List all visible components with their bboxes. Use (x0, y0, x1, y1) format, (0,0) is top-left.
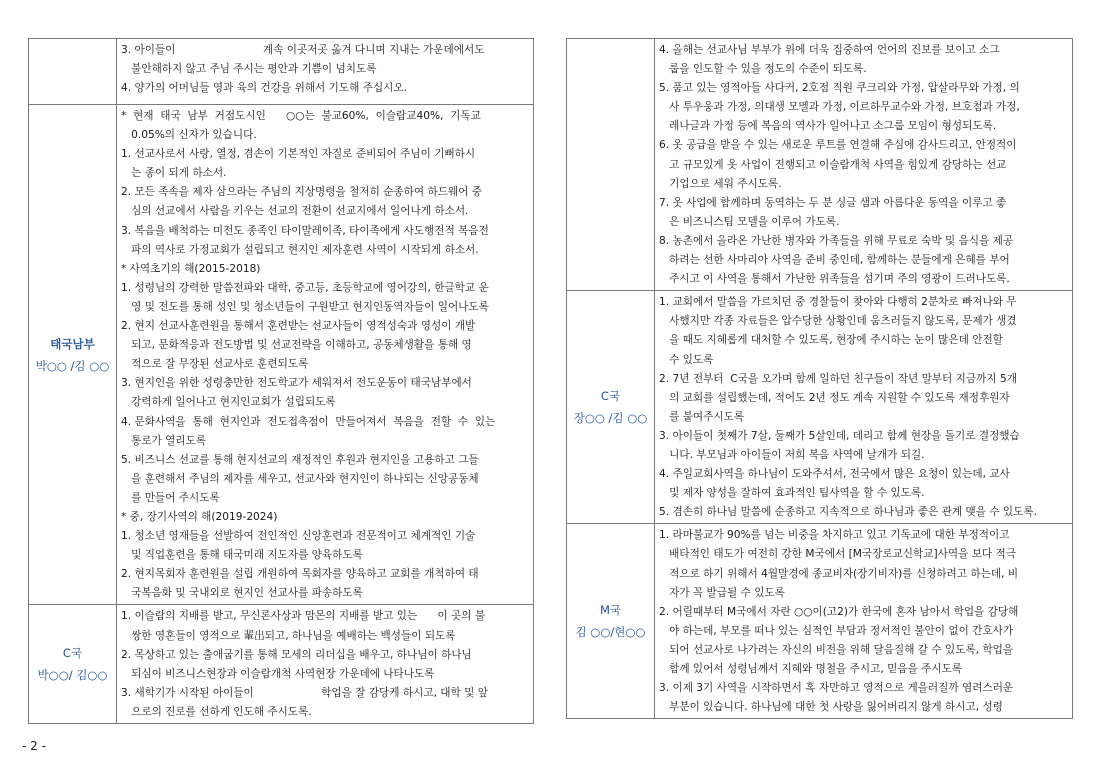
prayer-line: 3. 새학기가 시작된 아이들이 학업을 잘 감당케 하시고, 대학 및 앞 (121, 686, 488, 699)
prayer-line: 0.05%의 신자가 있습니다. (121, 129, 257, 142)
left-prayer-table (28, 38, 534, 724)
prayer-line: 배타적인 태도가 여전히 강한 M국에서 [M국장로교신학교]사역을 보다 적극 (659, 548, 1016, 561)
prayer-line: 사했지만 각종 자료들은 압수당한 상황인데 움츠러들지 않도록, 문제가 생겼 (659, 315, 1017, 328)
region-label-cell (567, 291, 655, 524)
prayer-line: 고 규모있게 옷 사업이 진행되고 이슬람개척 사역을 힘있게 감당하는 선교 (659, 158, 1007, 171)
missionary-names: 김 ○○/현○○ (575, 625, 646, 640)
prayer-content-cell (655, 524, 1073, 719)
table-row (29, 605, 534, 724)
prayer-line: 적으로 잘 무장된 선교사로 훈련되도록 (121, 358, 309, 371)
prayer-line: 3. 아이들이 첫째가 7살, 둘째가 5살인데, 데리고 함께 현장을 돌기로 결정했습 (659, 429, 1020, 442)
prayer-line: 1. 교회에서 말씀을 가르치던 중 경찰들이 찾아와 다행히 2분차로 빠져나와 무 (659, 296, 1017, 309)
prayer-content-cell (655, 39, 1073, 291)
prayer-line: 파의 역사로 가정교회가 설립되고 현지인 제자훈련 사역이 시작되게 하소서. (121, 243, 479, 256)
prayer-line: 되심이 비즈니스현장과 이슬람개척 사역현장 가운데에 나타나도록 (121, 667, 435, 680)
prayer-content-cell (117, 605, 534, 724)
prayer-line: 를 만들어 주시도록 (121, 491, 220, 504)
prayer-line: 영 및 전도를 통해 성인 및 청소년들이 구원받고 현지인동역자들이 일어나도록 (121, 300, 489, 313)
prayer-line: 4. 양가의 어머님들 영과 육의 건강을 위해서 기도해 주십시오. (121, 82, 408, 95)
region-name: C국 (62, 646, 83, 661)
prayer-line: 은 비즈니스팀 모델을 이루어 가도록. (659, 215, 840, 228)
page-number: - 2 - (22, 739, 46, 753)
region-label-cell (567, 39, 655, 291)
prayer-line: 2. 목상하고 있는 출애굽기를 통해 모세의 리더십을 배우고, 하나님이 하나님 (121, 648, 472, 661)
prayer-line: 수 있도록 (659, 353, 714, 366)
prayer-line: * 현재 태국 남부 거점도시인 ○○는 불교60%, 이슬람교40%, 기독교 (121, 110, 481, 122)
section-heading: * 중, 장기사역의 해(2019-2024) (121, 510, 278, 523)
region-label-cell (567, 524, 655, 719)
right-prayer-table (566, 38, 1073, 719)
prayer-line: 되어 선교사로 나가려는 자신의 비전을 위해 달음질해 갈 수 있도록, 학업을 (659, 643, 1014, 656)
prayer-line: 사 투우웅과 가정, 의대생 모멜과 가정, 이르하무교수와 가정, 브호첨과 가정, (659, 101, 1020, 114)
prayer-line: 3. 현지인을 위한 성령충만한 전도학교가 세워져서 전도운동이 태국남부에서 (121, 377, 472, 390)
prayer-line: 적으로 하기 위해서 4월말경에 종교비자(장기비자)를 신청하려고 하는데, 비 (659, 567, 1019, 580)
table-row (29, 105, 534, 605)
region-label-cell (29, 105, 117, 605)
prayer-line: 2. 7년 전부터 C국을 오가며 함께 일하던 친구들이 작년 말부터 지금까지 5개 (659, 372, 1017, 385)
prayer-line: 를 붙여주시도록 (659, 410, 745, 423)
section-heading: * 사역초기의 해(2015-2018) (121, 262, 261, 275)
prayer-line: 강력하게 일어나고 현지인교회가 설립되도록 (121, 396, 336, 409)
prayer-line: 레나글과 가정 등에 복음의 역사가 일어나고 소그룹 모임이 형성되도록. (659, 120, 997, 133)
prayer-line: 5. 비즈니스 선교를 통해 현지선교의 재정적인 후원과 현지인을 고용하고 그들 (121, 453, 479, 466)
prayer-line: 의 교회를 설립했는데, 적어도 2년 정도 계속 지원할 수 있도록 재정후원자 (659, 391, 1010, 404)
prayer-line: 을 때도 지혜롭게 대처할 수 있도록, 현장에 주시하는 눈이 많은데 안전할 (659, 334, 1003, 347)
prayer-line: 4. 문화사역을 통해 현지인과 전도접촉점이 만들어져서 복음을 전할 수 있는 (121, 415, 496, 428)
prayer-line: 을 훈련해서 주님의 제자를 세우고, 선교사와 현지인이 하나되는 신앙공동체 (121, 472, 479, 485)
region-name: C국 (600, 389, 621, 404)
prayer-line: 3. 복음을 배척하는 미전도 종족인 타이말레이족, 타이족에게 사도행전적 복음전 (121, 224, 489, 237)
prayer-line: 는 종이 되게 하소서. (121, 167, 227, 180)
prayer-line: 1. 청소년 영재들을 선발하여 전인적인 신앙훈련과 전문적이고 체계적인 기술 (121, 530, 476, 543)
missionary-names: 박○○ /김 ○○ (35, 358, 110, 373)
prayer-line: 통로가 열리도록 (121, 434, 207, 447)
prayer-line: 자가 꼭 발급될 수 있도록 (659, 586, 785, 599)
table-row (567, 524, 1073, 719)
table-row (29, 39, 534, 105)
prayer-line: 불안해하지 않고 주님 주시는 평안과 기쁨이 넘치도록 (121, 63, 377, 76)
region-name: 태국남부 (50, 336, 95, 351)
prayer-line: 및 제자 양성을 잘하여 효과적인 팀사역을 할 수 있도록. (659, 487, 925, 500)
prayer-line: 4. 주일교회사역을 하나님이 도와주셔서, 전국에서 많은 요청이 있는데, 교사 (659, 468, 1010, 481)
prayer-line: 4. 올해는 선교사님 부부가 위에 더욱 집중하여 언어의 진보를 보이고 소그 (659, 44, 1000, 56)
table-row (567, 291, 1073, 524)
prayer-line: 야 하는데, 부모를 떠나 있는 심적인 부담과 정서적인 불안이 없이 간호사가 (659, 624, 1014, 637)
region-name: M국 (599, 603, 622, 618)
prayer-line: 2. 어릴때부터 M국에서 자란 ○○이(고2)가 한국에 혼자 남아서 학업을 감당해 (659, 605, 1019, 618)
prayer-line: 기업으로 세워 주시도록. (659, 177, 782, 190)
prayer-line: 5. 겸손히 하나님 말씀에 순종하고 지속적으로 하나님과 좋은 관계 맺을 수 있도록. (659, 506, 1037, 519)
region-label-cell (29, 39, 117, 105)
prayer-line: 하려는 선한 사마리아 사역을 준비 중인데, 함께하는 분들에게 은혜를 부어 (659, 254, 1010, 267)
prayer-content-cell (117, 39, 534, 105)
prayer-line: 8. 농촌에서 올라온 가난한 병자와 가족들을 위해 무료로 숙박 및 음식을 제공 (659, 234, 1014, 247)
missionary-names: 장○○ /김 ○○ (573, 411, 648, 426)
missionary-names: 박○○/ 김○○ (37, 668, 108, 683)
prayer-line: 2. 현지 선교사훈련원을 통해서 훈련받는 선교사들이 영적성숙과 영성이 개발 (121, 320, 476, 333)
prayer-line: 함께 있어서 성령님께서 지혜와 명철을 주시고, 믿음을 주시도록 (659, 663, 963, 675)
prayer-line: 1. 라마불교가 90%를 넘는 비중을 차지하고 있고 기독교에 대한 부정적이고 (659, 529, 1010, 542)
prayer-content-cell (655, 291, 1073, 524)
prayer-line: 6. 옷 공급을 받을 수 있는 새로운 루트를 연결해 주심에 감사드리고, 안정적이 (659, 139, 1017, 152)
prayer-line: 3. 아이들이 계속 이곳저곳 옮겨 다니며 지내는 가운데에서도 (121, 44, 485, 56)
prayer-line: 되고, 문화적응과 전도방법 및 선교전략을 이해하고, 공동체생활을 통해 영 (121, 339, 472, 352)
prayer-line: 2. 현지목회자 훈련원을 설립 개원하여 목회자를 양육하고 교회를 개척하여 태 (121, 568, 479, 581)
prayer-content-cell (117, 105, 534, 605)
prayer-line: 2. 모든 족속을 제자 삼으라는 주님의 지상명령을 철저히 순종하여 하드웨어 중 (121, 186, 483, 199)
prayer-line: 부분이 있습니다. 하나님에 대한 첫 사랑을 잃어버리지 않게 하시고, 성령 (659, 701, 1003, 714)
prayer-line: 국복음화 및 국내외로 현지인 선교사를 파송하도록 (121, 587, 363, 600)
prayer-line: 쌍한 영혼들이 영적으로 輩出되고, 하나님을 예배하는 백성들이 되도록 (121, 629, 456, 642)
prayer-line: 1. 성령님의 강력한 말씀전파와 대학, 중고등, 초등학교에 영어강의, 한글학교 운 (121, 281, 489, 294)
prayer-line: 및 직업훈련을 통해 태국미래 지도자를 양육하도록 (121, 549, 363, 562)
prayer-line: 1. 선교사로서 사랑, 열정, 겸손이 기본적인 자질로 준비되어 주님이 기뻐하시 (121, 148, 476, 161)
prayer-line: 주시고 이 사역을 통해서 가난한 위족들을 섬기며 주의 영광이 드러나도록. (659, 273, 1010, 286)
table-row (567, 39, 1073, 291)
prayer-line: 심의 선교에서 사람을 키우는 선교의 전환이 선교지에서 일어나게 하소서. (121, 205, 469, 218)
prayer-line: 5. 품고 있는 영적아들 사다커, 2호점 직원 쿠크리와 가정, 압살라무와 가정, 의 (659, 82, 1020, 95)
region-label-cell (29, 605, 117, 724)
prayer-line: 1. 이슬람의 지배를 받고, 무신론사상과 맘몬의 지배를 받고 있는 이 곳의 불 (121, 610, 486, 623)
prayer-line: 3. 이제 3기 사역을 시작하면서 혹 자만하고 영적으로 게을러질까 염려스러운 (659, 682, 1014, 695)
prayer-line: 으로의 진로를 선하게 인도해 주시도록. (121, 705, 312, 718)
prayer-line: 7. 옷 사업에 함께하며 동역하는 두 분 싱글 샘과 아름다운 동역을 이루고 좋 (659, 196, 1007, 209)
prayer-line: 룹을 인도할 수 있을 정도의 수준이 되도록. (659, 63, 867, 76)
prayer-line: 니다. 부모님과 아이들이 저희 복음 사역에 날개가 되길. (659, 448, 925, 461)
